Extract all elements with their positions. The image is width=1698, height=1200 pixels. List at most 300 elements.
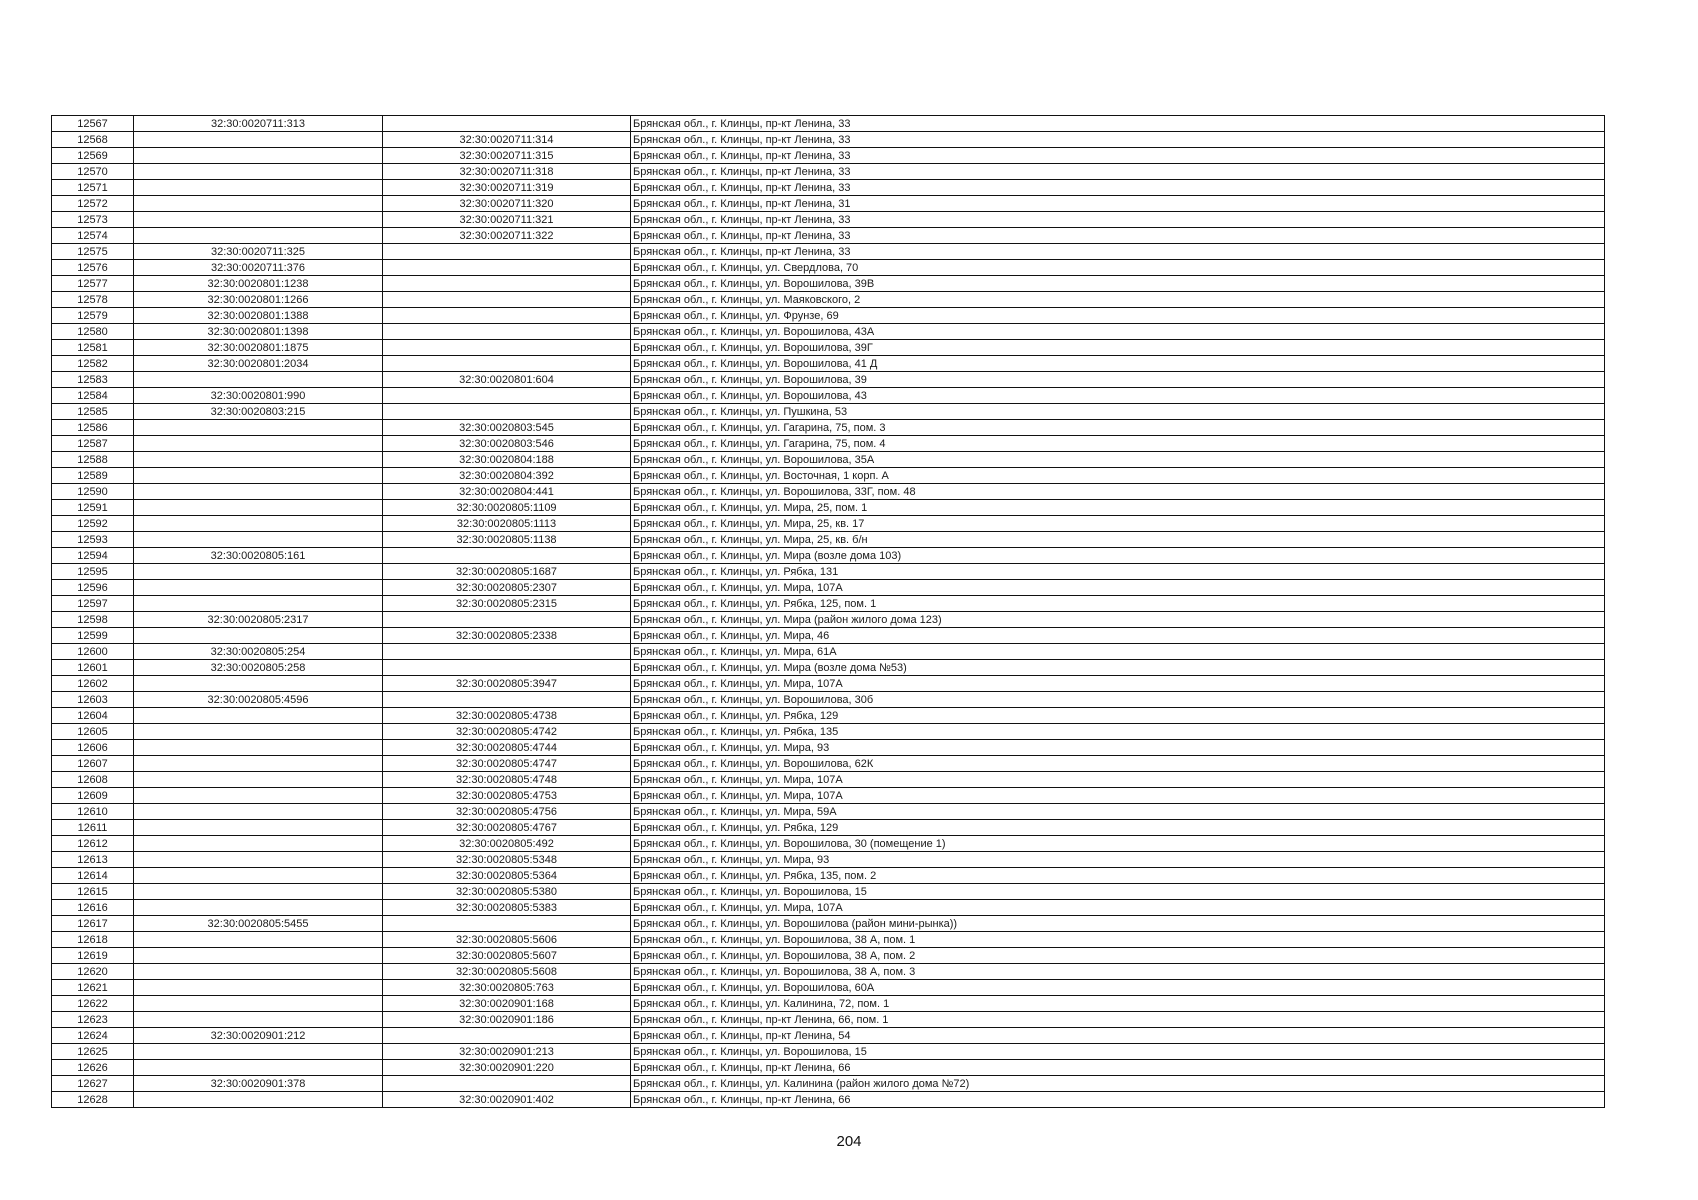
address-cell: Брянская обл., г. Клинцы, пр-кт Ленина, 33 (631, 212, 1605, 228)
row-number-cell: 12601 (52, 660, 134, 676)
cadastral-number-cell (134, 468, 383, 484)
row-number-cell: 12575 (52, 244, 134, 260)
row-number-cell: 12627 (52, 1076, 134, 1092)
table-row (52, 740, 1605, 756)
row-number-cell: 12572 (52, 196, 134, 212)
address-cell: Брянская обл., г. Клинцы, ул. Мира, 25, кв. 17 (631, 516, 1605, 532)
cadastral-number-secondary-cell (383, 548, 631, 564)
row-number-cell: 12568 (52, 132, 134, 148)
row-number-cell: 12589 (52, 468, 134, 484)
row-number-cell: 12594 (52, 548, 134, 564)
cadastral-number-secondary-cell (383, 692, 631, 708)
cadastral-number-secondary-cell (383, 1076, 631, 1092)
address-cell: Брянская обл., г. Клинцы, ул. Мира, 107А (631, 772, 1605, 788)
cadastral-number-secondary-cell: 32:30:0020805:5607 (383, 948, 631, 964)
table-row (52, 196, 1605, 212)
cadastral-number-cell (134, 1044, 383, 1060)
table-row (52, 836, 1605, 852)
cadastral-number-secondary-cell: 32:30:0020805:2338 (383, 628, 631, 644)
table-row (52, 436, 1605, 452)
address-cell: Брянская обл., г. Клинцы, ул. Пушкина, 53 (631, 404, 1605, 420)
address-cell: Брянская обл., г. Клинцы, ул. Ворошилова, 30 (помещение 1) (631, 836, 1605, 852)
cadastral-number-secondary-cell (383, 276, 631, 292)
cadastral-number-secondary-cell: 32:30:0020805:4744 (383, 740, 631, 756)
row-number-cell: 12573 (52, 212, 134, 228)
address-cell: Брянская обл., г. Клинцы, ул. Калинина, 72, пом. 1 (631, 996, 1605, 1012)
cadastral-number-secondary-cell (383, 388, 631, 404)
table-row (52, 1060, 1605, 1076)
row-number-cell: 12621 (52, 980, 134, 996)
cadastral-number-cell: 32:30:0020801:1875 (134, 340, 383, 356)
row-number-cell: 12569 (52, 148, 134, 164)
table-row (52, 420, 1605, 436)
row-number-cell: 12583 (52, 372, 134, 388)
cadastral-number-secondary-cell: 32:30:0020805:4756 (383, 804, 631, 820)
table-row (52, 788, 1605, 804)
cadastral-number-cell (134, 180, 383, 196)
address-cell: Брянская обл., г. Клинцы, ул. Ворошилова, 43 (631, 388, 1605, 404)
row-number-cell: 12585 (52, 404, 134, 420)
row-number-cell: 12567 (52, 116, 134, 132)
cadastral-number-secondary-cell (383, 404, 631, 420)
address-cell: Брянская обл., г. Клинцы, ул. Маяковского, 2 (631, 292, 1605, 308)
table-row (52, 1092, 1605, 1108)
cadastral-number-cell (134, 852, 383, 868)
table-row (52, 564, 1605, 580)
table-row (52, 548, 1605, 564)
address-cell: Брянская обл., г. Клинцы, ул. Мира, 25, пом. 1 (631, 500, 1605, 516)
table-row (52, 660, 1605, 676)
table-row (52, 708, 1605, 724)
table-row (52, 180, 1605, 196)
cadastral-number-cell: 32:30:0020901:378 (134, 1076, 383, 1092)
cadastral-number-cell (134, 788, 383, 804)
table-row (52, 996, 1605, 1012)
address-cell: Брянская обл., г. Клинцы, пр-кт Ленина, 33 (631, 164, 1605, 180)
row-number-cell: 12582 (52, 356, 134, 372)
cadastral-number-secondary-cell: 32:30:0020801:604 (383, 372, 631, 388)
table-row (52, 164, 1605, 180)
row-number-cell: 12592 (52, 516, 134, 532)
table-row (52, 372, 1605, 388)
cadastral-number-secondary-cell: 32:30:0020711:314 (383, 132, 631, 148)
row-number-cell: 12623 (52, 1012, 134, 1028)
address-cell: Брянская обл., г. Клинцы, ул. Ворошилова (район мини-рынка)) (631, 916, 1605, 932)
table-row (52, 532, 1605, 548)
cadastral-number-cell (134, 564, 383, 580)
table-row (52, 276, 1605, 292)
cadastral-number-secondary-cell (383, 308, 631, 324)
cadastral-number-secondary-cell: 32:30:0020805:4747 (383, 756, 631, 772)
cadastral-number-secondary-cell: 32:30:0020805:1109 (383, 500, 631, 516)
address-cell: Брянская обл., г. Клинцы, ул. Мира (район жилого дома 123) (631, 612, 1605, 628)
table-row (52, 596, 1605, 612)
address-cell: Брянская обл., г. Клинцы, пр-кт Ленина, 54 (631, 1028, 1605, 1044)
row-number-cell: 12628 (52, 1092, 134, 1108)
register-table-body (52, 116, 1605, 1108)
cadastral-number-secondary-cell: 32:30:0020901:186 (383, 1012, 631, 1028)
row-number-cell: 12587 (52, 436, 134, 452)
address-cell: Брянская обл., г. Клинцы, пр-кт Ленина, 66 (631, 1092, 1605, 1108)
table-row (52, 468, 1605, 484)
address-cell: Брянская обл., г. Клинцы, ул. Рябка, 129 (631, 708, 1605, 724)
cadastral-number-cell (134, 420, 383, 436)
cadastral-number-cell (134, 964, 383, 980)
row-number-cell: 12606 (52, 740, 134, 756)
table-row (52, 212, 1605, 228)
cadastral-number-cell (134, 900, 383, 916)
address-cell: Брянская обл., г. Клинцы, ул. Ворошилова, 60А (631, 980, 1605, 996)
row-number-cell: 12576 (52, 260, 134, 276)
address-cell: Брянская обл., г. Клинцы, ул. Мира, 107А (631, 900, 1605, 916)
row-number-cell: 12626 (52, 1060, 134, 1076)
table-row (52, 1076, 1605, 1092)
cadastral-number-cell (134, 580, 383, 596)
address-cell: Брянская обл., г. Клинцы, пр-кт Ленина, 33 (631, 132, 1605, 148)
row-number-cell: 12571 (52, 180, 134, 196)
table-row (52, 356, 1605, 372)
cadastral-number-cell: 32:30:0020805:258 (134, 660, 383, 676)
address-cell: Брянская обл., г. Клинцы, ул. Рябка, 125, пом. 1 (631, 596, 1605, 612)
cadastral-number-cell (134, 372, 383, 388)
row-number-cell: 12586 (52, 420, 134, 436)
row-number-cell: 12599 (52, 628, 134, 644)
cadastral-number-secondary-cell (383, 644, 631, 660)
address-cell: Брянская обл., г. Клинцы, ул. Гагарина, 75, пом. 3 (631, 420, 1605, 436)
cadastral-number-secondary-cell: 32:30:0020805:5606 (383, 932, 631, 948)
row-number-cell: 12591 (52, 500, 134, 516)
row-number-cell: 12608 (52, 772, 134, 788)
address-cell: Брянская обл., г. Клинцы, ул. Рябка, 131 (631, 564, 1605, 580)
cadastral-number-cell (134, 980, 383, 996)
table-row (52, 964, 1605, 980)
cadastral-number-cell (134, 148, 383, 164)
row-number-cell: 12620 (52, 964, 134, 980)
cadastral-number-cell: 32:30:0020901:212 (134, 1028, 383, 1044)
cadastral-number-cell (134, 708, 383, 724)
row-number-cell: 12613 (52, 852, 134, 868)
table-row (52, 500, 1605, 516)
cadastral-number-cell: 32:30:0020805:161 (134, 548, 383, 564)
cadastral-number-cell (134, 740, 383, 756)
cadastral-number-secondary-cell (383, 116, 631, 132)
row-number-cell: 12598 (52, 612, 134, 628)
cadastral-number-secondary-cell (383, 612, 631, 628)
cadastral-number-secondary-cell (383, 260, 631, 276)
cadastral-number-cell: 32:30:0020711:325 (134, 244, 383, 260)
table-row (52, 692, 1605, 708)
cadastral-number-secondary-cell: 32:30:0020805:1687 (383, 564, 631, 580)
table-row (52, 868, 1605, 884)
row-number-cell: 12597 (52, 596, 134, 612)
row-number-cell: 12588 (52, 452, 134, 468)
address-cell: Брянская обл., г. Клинцы, ул. Ворошилова, 30б (631, 692, 1605, 708)
cadastral-number-cell (134, 868, 383, 884)
table-row (52, 1028, 1605, 1044)
cadastral-number-cell (134, 164, 383, 180)
table-row (52, 516, 1605, 532)
cadastral-number-secondary-cell (383, 292, 631, 308)
cadastral-number-secondary-cell: 32:30:0020711:320 (383, 196, 631, 212)
cadastral-number-cell (134, 596, 383, 612)
cadastral-number-cell: 32:30:0020801:1398 (134, 324, 383, 340)
cadastral-number-secondary-cell: 32:30:0020805:763 (383, 980, 631, 996)
table-row (52, 948, 1605, 964)
table-row (52, 228, 1605, 244)
row-number-cell: 12612 (52, 836, 134, 852)
cadastral-number-secondary-cell: 32:30:0020805:4767 (383, 820, 631, 836)
address-cell: Брянская обл., г. Клинцы, ул. Мира, 46 (631, 628, 1605, 644)
cadastral-number-secondary-cell (383, 324, 631, 340)
address-cell: Брянская обл., г. Клинцы, пр-кт Ленина, 66 (631, 1060, 1605, 1076)
cadastral-number-cell: 32:30:0020801:1238 (134, 276, 383, 292)
address-cell: Брянская обл., г. Клинцы, ул. Ворошилова, 38 А, пом. 2 (631, 948, 1605, 964)
cadastral-number-secondary-cell: 32:30:0020804:188 (383, 452, 631, 468)
address-cell: Брянская обл., г. Клинцы, ул. Ворошилова, 43А (631, 324, 1605, 340)
row-number-cell: 12596 (52, 580, 134, 596)
cadastral-number-cell (134, 132, 383, 148)
cadastral-number-cell (134, 804, 383, 820)
table-row (52, 612, 1605, 628)
address-cell: Брянская обл., г. Клинцы, ул. Мира, 59А (631, 804, 1605, 820)
cadastral-number-secondary-cell: 32:30:0020901:213 (383, 1044, 631, 1060)
cadastral-number-secondary-cell: 32:30:0020805:5364 (383, 868, 631, 884)
cadastral-number-secondary-cell: 32:30:0020805:4753 (383, 788, 631, 804)
table-row (52, 916, 1605, 932)
address-cell: Брянская обл., г. Клинцы, пр-кт Ленина, 31 (631, 196, 1605, 212)
cadastral-number-secondary-cell (383, 356, 631, 372)
address-cell: Брянская обл., г. Клинцы, ул. Ворошилова, 39 (631, 372, 1605, 388)
table-row (52, 852, 1605, 868)
cadastral-number-cell: 32:30:0020803:215 (134, 404, 383, 420)
table-row (52, 484, 1605, 500)
address-cell: Брянская обл., г. Клинцы, ул. Ворошилова, 39Г (631, 340, 1605, 356)
row-number-cell: 12622 (52, 996, 134, 1012)
address-cell: Брянская обл., г. Клинцы, ул. Мира, 107А (631, 788, 1605, 804)
table-row (52, 804, 1605, 820)
address-cell: Брянская обл., г. Клинцы, пр-кт Ленина, 66, пом. 1 (631, 1012, 1605, 1028)
address-cell: Брянская обл., г. Клинцы, ул. Ворошилова, 38 А, пом. 1 (631, 932, 1605, 948)
table-row (52, 820, 1605, 836)
row-number-cell: 12609 (52, 788, 134, 804)
table-row (52, 324, 1605, 340)
cadastral-number-secondary-cell (383, 916, 631, 932)
table-row (52, 628, 1605, 644)
cadastral-number-secondary-cell: 32:30:0020901:168 (383, 996, 631, 1012)
address-cell: Брянская обл., г. Клинцы, ул. Ворошилова, 15 (631, 884, 1605, 900)
cadastral-number-secondary-cell: 32:30:0020804:392 (383, 468, 631, 484)
cadastral-number-cell (134, 1012, 383, 1028)
cadastral-number-secondary-cell: 32:30:0020711:321 (383, 212, 631, 228)
cadastral-number-secondary-cell: 32:30:0020805:4748 (383, 772, 631, 788)
cadastral-number-cell: 32:30:0020805:254 (134, 644, 383, 660)
table-row (52, 340, 1605, 356)
cadastral-number-cell: 32:30:0020805:4596 (134, 692, 383, 708)
cadastral-number-cell (134, 1060, 383, 1076)
cadastral-number-secondary-cell: 32:30:0020805:1138 (383, 532, 631, 548)
address-cell: Брянская обл., г. Клинцы, ул. Рябка, 135 (631, 724, 1605, 740)
cadastral-number-cell (134, 628, 383, 644)
address-cell: Брянская обл., г. Клинцы, ул. Ворошилова, 33Г, пом. 48 (631, 484, 1605, 500)
row-number-cell: 12607 (52, 756, 134, 772)
cadastral-number-cell (134, 884, 383, 900)
table-row (52, 132, 1605, 148)
address-cell: Брянская обл., г. Клинцы, пр-кт Ленина, 33 (631, 244, 1605, 260)
row-number-cell: 12624 (52, 1028, 134, 1044)
row-number-cell: 12574 (52, 228, 134, 244)
cadastral-number-cell: 32:30:0020711:376 (134, 260, 383, 276)
row-number-cell: 12619 (52, 948, 134, 964)
cadastral-number-cell (134, 724, 383, 740)
cadastral-number-secondary-cell: 32:30:0020805:1113 (383, 516, 631, 532)
address-cell: Брянская обл., г. Клинцы, ул. Ворошилова, 62К (631, 756, 1605, 772)
row-number-cell: 12605 (52, 724, 134, 740)
table-row (52, 1012, 1605, 1028)
address-cell: Брянская обл., г. Клинцы, ул. Фрунзе, 69 (631, 308, 1605, 324)
cadastral-number-secondary-cell: 32:30:0020901:220 (383, 1060, 631, 1076)
cadastral-number-secondary-cell: 32:30:0020901:402 (383, 1092, 631, 1108)
address-cell: Брянская обл., г. Клинцы, ул. Мира, 93 (631, 740, 1605, 756)
cadastral-number-cell: 32:30:0020801:2034 (134, 356, 383, 372)
row-number-cell: 12581 (52, 340, 134, 356)
address-cell: Брянская обл., г. Клинцы, ул. Рябка, 129 (631, 820, 1605, 836)
table-row (52, 404, 1605, 420)
table-row (52, 148, 1605, 164)
table-row (52, 308, 1605, 324)
table-row (52, 388, 1605, 404)
cadastral-number-secondary-cell (383, 1028, 631, 1044)
cadastral-number-cell (134, 1092, 383, 1108)
cadastral-number-secondary-cell: 32:30:0020805:5348 (383, 852, 631, 868)
cadastral-number-cell (134, 996, 383, 1012)
row-number-cell: 12615 (52, 884, 134, 900)
address-cell: Брянская обл., г. Клинцы, ул. Свердлова, 70 (631, 260, 1605, 276)
row-number-cell: 12590 (52, 484, 134, 500)
address-cell: Брянская обл., г. Клинцы, ул. Калинина (район жилого дома №72) (631, 1076, 1605, 1092)
cadastral-number-cell (134, 756, 383, 772)
row-number-cell: 12611 (52, 820, 134, 836)
row-number-cell: 12570 (52, 164, 134, 180)
cadastral-number-secondary-cell: 32:30:0020804:441 (383, 484, 631, 500)
cadastral-number-cell: 32:30:0020805:5455 (134, 916, 383, 932)
table-row (52, 116, 1605, 132)
address-cell: Брянская обл., г. Клинцы, пр-кт Ленина, 33 (631, 228, 1605, 244)
cadastral-number-secondary-cell (383, 660, 631, 676)
address-cell: Брянская обл., г. Клинцы, пр-кт Ленина, 33 (631, 148, 1605, 164)
address-cell: Брянская обл., г. Клинцы, ул. Гагарина, 75, пом. 4 (631, 436, 1605, 452)
row-number-cell: 12604 (52, 708, 134, 724)
row-number-cell: 12610 (52, 804, 134, 820)
cadastral-number-secondary-cell: 32:30:0020805:4742 (383, 724, 631, 740)
cadastral-number-secondary-cell: 32:30:0020803:546 (383, 436, 631, 452)
cadastral-number-cell: 32:30:0020801:1266 (134, 292, 383, 308)
cadastral-number-cell (134, 836, 383, 852)
row-number-cell: 12617 (52, 916, 134, 932)
table-row (52, 644, 1605, 660)
row-number-cell: 12577 (52, 276, 134, 292)
cadastral-number-cell (134, 948, 383, 964)
cadastral-number-secondary-cell (383, 340, 631, 356)
cadastral-number-cell (134, 484, 383, 500)
cadastral-number-cell (134, 436, 383, 452)
address-cell: Брянская обл., г. Клинцы, ул. Мира, 107А (631, 676, 1605, 692)
address-cell: Брянская обл., г. Клинцы, пр-кт Ленина, 33 (631, 180, 1605, 196)
register-table (51, 115, 1605, 1108)
cadastral-number-cell (134, 212, 383, 228)
cadastral-number-secondary-cell: 32:30:0020805:2307 (383, 580, 631, 596)
address-cell: Брянская обл., г. Клинцы, ул. Мира, 61А (631, 644, 1605, 660)
table-row (52, 756, 1605, 772)
table-row (52, 580, 1605, 596)
address-cell: Брянская обл., г. Клинцы, ул. Ворошилова, 39В (631, 276, 1605, 292)
cadastral-number-secondary-cell: 32:30:0020805:5380 (383, 884, 631, 900)
row-number-cell: 12595 (52, 564, 134, 580)
row-number-cell: 12603 (52, 692, 134, 708)
table-row (52, 1044, 1605, 1060)
cadastral-number-secondary-cell: 32:30:0020805:5608 (383, 964, 631, 980)
cadastral-number-secondary-cell: 32:30:0020803:545 (383, 420, 631, 436)
row-number-cell: 12616 (52, 900, 134, 916)
address-cell: Брянская обл., г. Клинцы, ул. Ворошилова, 15 (631, 1044, 1605, 1060)
cadastral-number-secondary-cell (383, 244, 631, 260)
cadastral-number-secondary-cell: 32:30:0020711:322 (383, 228, 631, 244)
address-cell: Брянская обл., г. Клинцы, ул. Восточная, 1 корп. А (631, 468, 1605, 484)
table-row (52, 452, 1605, 468)
cadastral-number-secondary-cell: 32:30:0020711:319 (383, 180, 631, 196)
cadastral-number-cell: 32:30:0020711:313 (134, 116, 383, 132)
cadastral-number-secondary-cell: 32:30:0020805:4738 (383, 708, 631, 724)
cadastral-number-cell: 32:30:0020801:1388 (134, 308, 383, 324)
table-row (52, 676, 1605, 692)
cadastral-number-cell (134, 516, 383, 532)
row-number-cell: 12625 (52, 1044, 134, 1060)
table-row (52, 260, 1605, 276)
cadastral-number-secondary-cell: 32:30:0020805:5383 (383, 900, 631, 916)
cadastral-number-secondary-cell: 32:30:0020805:492 (383, 836, 631, 852)
cadastral-number-secondary-cell: 32:30:0020711:315 (383, 148, 631, 164)
row-number-cell: 12614 (52, 868, 134, 884)
table-row (52, 980, 1605, 996)
row-number-cell: 12580 (52, 324, 134, 340)
address-cell: Брянская обл., г. Клинцы, ул. Мира, 25, кв. б/н (631, 532, 1605, 548)
address-cell: Брянская обл., г. Клинцы, ул. Ворошилова, 41 Д (631, 356, 1605, 372)
cadastral-number-cell (134, 676, 383, 692)
table-row (52, 900, 1605, 916)
cadastral-number-cell (134, 452, 383, 468)
table-row (52, 932, 1605, 948)
cadastral-number-cell (134, 228, 383, 244)
cadastral-number-cell (134, 932, 383, 948)
cadastral-number-cell (134, 820, 383, 836)
table-row (52, 724, 1605, 740)
row-number-cell: 12578 (52, 292, 134, 308)
table-row (52, 292, 1605, 308)
row-number-cell: 12618 (52, 932, 134, 948)
page-number: 204 (836, 1133, 862, 1150)
cadastral-number-cell (134, 500, 383, 516)
cadastral-number-secondary-cell: 32:30:0020711:318 (383, 164, 631, 180)
address-cell: Брянская обл., г. Клинцы, ул. Мира (возле дома 103) (631, 548, 1605, 564)
row-number-cell: 12579 (52, 308, 134, 324)
address-cell: Брянская обл., г. Клинцы, ул. Мира (возле дома №53) (631, 660, 1605, 676)
address-cell: Брянская обл., г. Клинцы, ул. Ворошилова, 38 А, пом. 3 (631, 964, 1605, 980)
cadastral-number-cell (134, 772, 383, 788)
row-number-cell: 12602 (52, 676, 134, 692)
cadastral-number-cell: 32:30:0020805:2317 (134, 612, 383, 628)
row-number-cell: 12593 (52, 532, 134, 548)
address-cell: Брянская обл., г. Клинцы, ул. Мира, 93 (631, 852, 1605, 868)
row-number-cell: 12600 (52, 644, 134, 660)
